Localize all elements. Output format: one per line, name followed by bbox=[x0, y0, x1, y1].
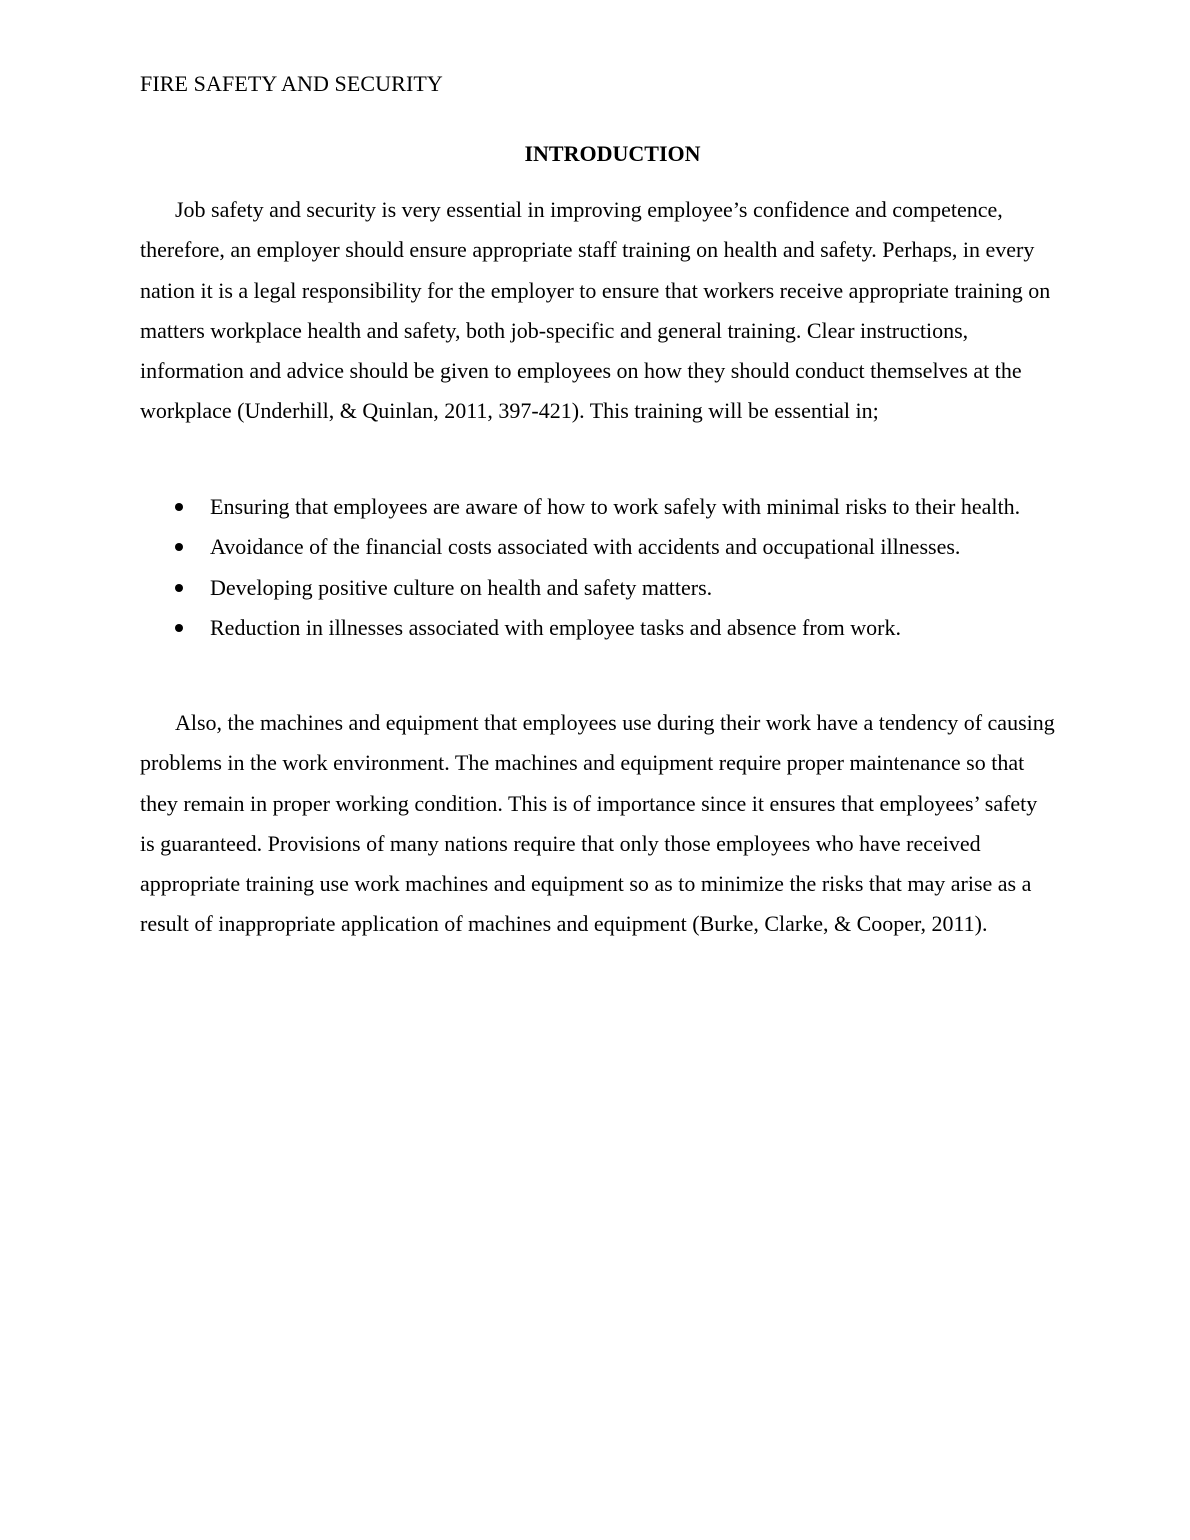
section-title: INTRODUCTION bbox=[524, 141, 701, 166]
list-item-text: Avoidance of the financial costs associated with accidents and occupational illnesses. bbox=[210, 534, 961, 560]
bullet-icon bbox=[175, 503, 183, 511]
bullet-list bbox=[140, 487, 1055, 648]
list-item-text: Developing positive culture on health and safety matters. bbox=[210, 574, 713, 600]
running-head: FIRE SAFETY AND SECURITY bbox=[140, 71, 443, 96]
list-item-text: Ensuring that employees are aware of how to work safely with minimal risks to their health. bbox=[210, 494, 1021, 519]
list-item-text: Reduction in illnesses associated with employee tasks and absence from work. bbox=[210, 614, 901, 640]
bullet-icon bbox=[175, 543, 183, 551]
list-item bbox=[140, 568, 1055, 608]
bullet-icon bbox=[175, 624, 183, 632]
body-paragraph: Also, the machines and equipment that employees use during their work have a tendency of causing problems in the work environment. The machines and equipment require proper maintenance so that they remain in proper working condition. This is of importance since it ensures that employees’ safety is guaranteed. Provisions of many nations require that only those employees who have received appropriate training use work machines and equipment so as to minimize the risks that may arise as a result of inappropriate application of machines and equipment (Burke, Clarke, & Cooper, 2011). bbox=[140, 710, 1055, 937]
list-item bbox=[140, 487, 1055, 527]
list-item bbox=[140, 608, 1055, 648]
body-paragraph: Job safety and security is very essential in improving employee’s confidence and competence, therefore, an employer should ensure appropriate staff training on health and safety. Perhaps, in every nation it is a legal responsibility for the employer to ensure that workers receive appropriate training on matters workplace health and safety, both job-specific and general training. Clear instructions, information and advice should be given to employees on how they should conduct themselves at the workplace (Underhill, & Quinlan, 2011, 397-421). This training will be essential in; bbox=[140, 197, 1051, 424]
list-item bbox=[140, 527, 1055, 567]
bullet-icon bbox=[175, 584, 183, 592]
